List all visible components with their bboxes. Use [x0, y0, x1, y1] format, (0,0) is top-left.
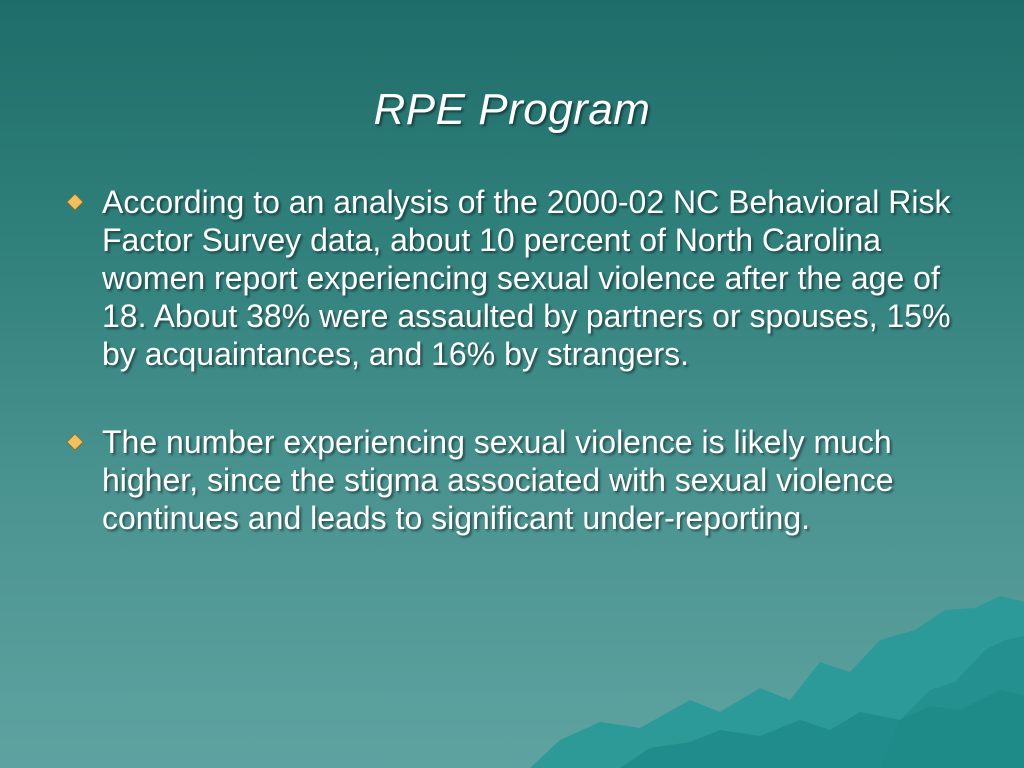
bullet-text: The number experiencing sexual violence is likely much higher, since the stigma associated with sexual violence continues and leads to significant under-reporting. — [102, 424, 894, 536]
bullet-item — [60, 423, 960, 537]
slide-title: RPE Program — [373, 85, 651, 134]
bullet-list — [60, 183, 960, 537]
diamond-bullet-icon — [67, 434, 83, 450]
diamond-bullet-icon — [67, 194, 83, 210]
bullet-text: According to an analysis of the 2000-02 NC Behavioral Risk Factor Survey data, about 10 percent of North Carolina women report experiencing sexual violence after the age of 18. About 38% were assaulted by partners or spouses, 15% by acquaintances, and 16% by strangers. — [102, 184, 951, 372]
bullet-item — [60, 183, 960, 373]
